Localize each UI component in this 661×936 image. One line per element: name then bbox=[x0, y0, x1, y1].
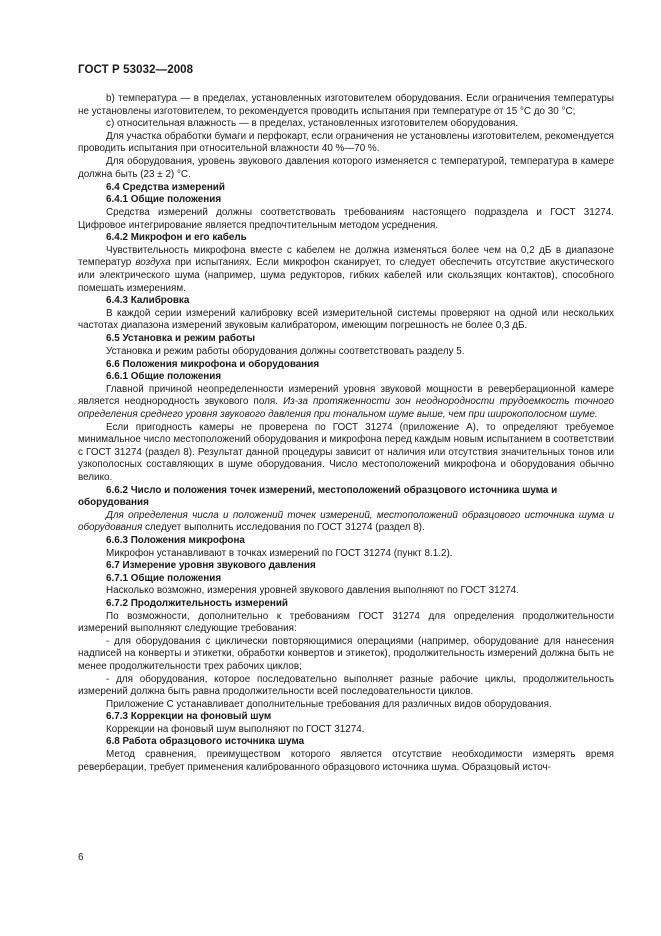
paragraph-reference-source: Метод сравнения, преимуществом которого является отсутствие необходимости измерять время реверберации, требует применения калиброванного образцового источника шума. Образцовый источ- bbox=[78, 749, 614, 773]
text-segment: Чувствительность микрофона вместе с кабелем не должна изменяться более чем на 0,2 дБ в диапазоне температур bbox=[78, 244, 614, 269]
heading-6-8: 6.8 Работа образцового источника шума bbox=[106, 736, 305, 748]
heading-6-4: 6.4 Средства измерений bbox=[106, 181, 225, 193]
text-emphasis: воздуха bbox=[135, 257, 171, 269]
text-emphasis: Из-за протяженности зон неоднородности трудоемкость точного определения среднего уровня звукового давления при тональном шуме выше, чем при широкополосном шуме. bbox=[78, 396, 614, 421]
heading-6-6-2: 6.6.2 Число и положения точек измерений, местоположений образцового источника шума и оборудования bbox=[78, 484, 558, 509]
text-segment: Главной причиной неопределенности измерений уровня звуковой мощности в реверберационной камере является неоднородность звукового поля. bbox=[78, 383, 614, 408]
heading-6-6: 6.6 Положения микрофона и оборудования bbox=[106, 358, 320, 370]
heading-6-5: 6.5 Установка и режим работы bbox=[106, 333, 256, 345]
paragraph-duration-intro: По возможности, дополнительно к требованиям ГОСТ 31274 для определения продолжительности измерений выполняют следующие требования: bbox=[78, 610, 614, 635]
heading-6-7-3: 6.7.3 Коррекции на фоновый шум bbox=[106, 711, 272, 723]
paragraph-measurement-tools: Средства измерений должны соответствовать требованиям настоящего подраздела и ГОСТ 31274. Цифровое интегрирование является предпочтительным методом усреднения. bbox=[78, 206, 614, 231]
paragraph-sound-pressure: Насколько возможно, измерения уровней звукового давления выполняют по ГОСТ 31274. bbox=[106, 585, 519, 597]
text-segment: следует выполнить исследования по ГОСТ 31274 (раздел 8). bbox=[142, 522, 425, 534]
paragraph-paper-area: Для участка обработки бумаги и перфокарт, если ограничения не установлены изготовителем, рекомендуется проводить испытания при относительной влажности 40 %—70 %. bbox=[78, 130, 614, 155]
paragraph-appendix-c: Приложение С устанавливает дополнительные требования для различных видов оборудования. bbox=[106, 698, 552, 710]
paragraph-microphone-cable bbox=[78, 245, 614, 295]
paragraph-uncertainty bbox=[78, 384, 614, 422]
paragraph-microphone-positions: Микрофон устанавливают в точках измерений по ГОСТ 31274 (пункт 8.1.2). bbox=[106, 547, 453, 559]
paragraph-calibration: В каждой серии измерений калибровку всей измерительной системы проверяют на одной или нескольких частотах диапазона измерений звуковым калибратором, имеющим погрешность не более 0,3 дБ. bbox=[78, 307, 614, 332]
document-body bbox=[78, 93, 614, 774]
heading-6-4-2: 6.4.2 Микрофон и его кабель bbox=[106, 232, 247, 244]
paragraph-temperature-dependence: Для оборудования, уровень звукового давления которого изменяется с температурой, температура в камере должна быть (23 ± 2) °С. bbox=[78, 155, 614, 180]
text-emphasis: Для определения числа и положений точек измерений, местоположений образцового источника шума и оборудования bbox=[78, 509, 614, 534]
document-standard-id: ГОСТ Р 53032—2008 bbox=[78, 64, 194, 76]
paragraph-chamber-suitability: Если пригодность камеры не проверена по ГОСТ 31274 (приложение А), то определяют требуемое минимальное число местоположений оборудования и микрофона перед каждым новым испытанием в соответствии с ГОСТ 31274 (раздел 8). Результат данной процедуры зависит от наличия или отсутствия значительных тонов или узкополосных составляющих в шуме оборудования. Число местоположений микрофона и оборудования обычно велико. bbox=[78, 421, 614, 483]
heading-6-6-1: 6.6.1 Общие положения bbox=[106, 371, 222, 383]
paragraph-humidity: с) относительная влажность — в пределах, установленных изготовителем оборудования. bbox=[106, 118, 519, 130]
paragraph-background-noise: Коррекции на фоновый шум выполняют по ГОСТ 31274. bbox=[106, 723, 365, 735]
heading-6-4-1: 6.4.1 Общие положения bbox=[106, 194, 222, 206]
heading-6-6-3: 6.6.3 Положения микрофона bbox=[106, 534, 245, 546]
list-item-sequential: - для оборудования, которое последовательно выполняет разные рабочие циклы, продолжительность измерений должна быть равна продолжительности всей последовательности циклов. bbox=[78, 673, 614, 698]
paragraph-installation: Установка и режим работы оборудования должны соответствовать разделу 5. bbox=[106, 346, 465, 358]
list-item-cyclic: - для оборудования с циклически повторяющимися операциями (например, оборудование для нанесения надписей на конверты и этикетки, обработки конвертов и этикеток), продолжительность измерений должна быть не менее продолжительности трех рабочих циклов; bbox=[78, 635, 614, 672]
heading-6-4-3: 6.4.3 Калибровка bbox=[106, 295, 190, 307]
heading-6-7-1: 6.7.1 Общие положения bbox=[106, 572, 222, 584]
text-segment: при испытаниях. Если микрофон сканирует, то следует обеспечить отсутствие акустического или электрического шума (например, шума редукторов, гибких кабелей или скользящих контактов), способного помешать измерениям. bbox=[78, 257, 615, 294]
paragraph-temperature: b) температура — в пределах, установленных изготовителем оборудования. Если ограничения температуры не установлены изготовителем, то рекомендуется проводить испытания при температуре от 15 °С до 30 °С; bbox=[78, 93, 614, 117]
paragraph-measurement-points bbox=[78, 510, 614, 535]
heading-6-7: 6.7 Измерение уровня звукового давления bbox=[106, 560, 316, 572]
page-number: 6 bbox=[78, 852, 84, 863]
heading-6-7-2: 6.7.2 Продолжительность измерений bbox=[106, 597, 288, 609]
